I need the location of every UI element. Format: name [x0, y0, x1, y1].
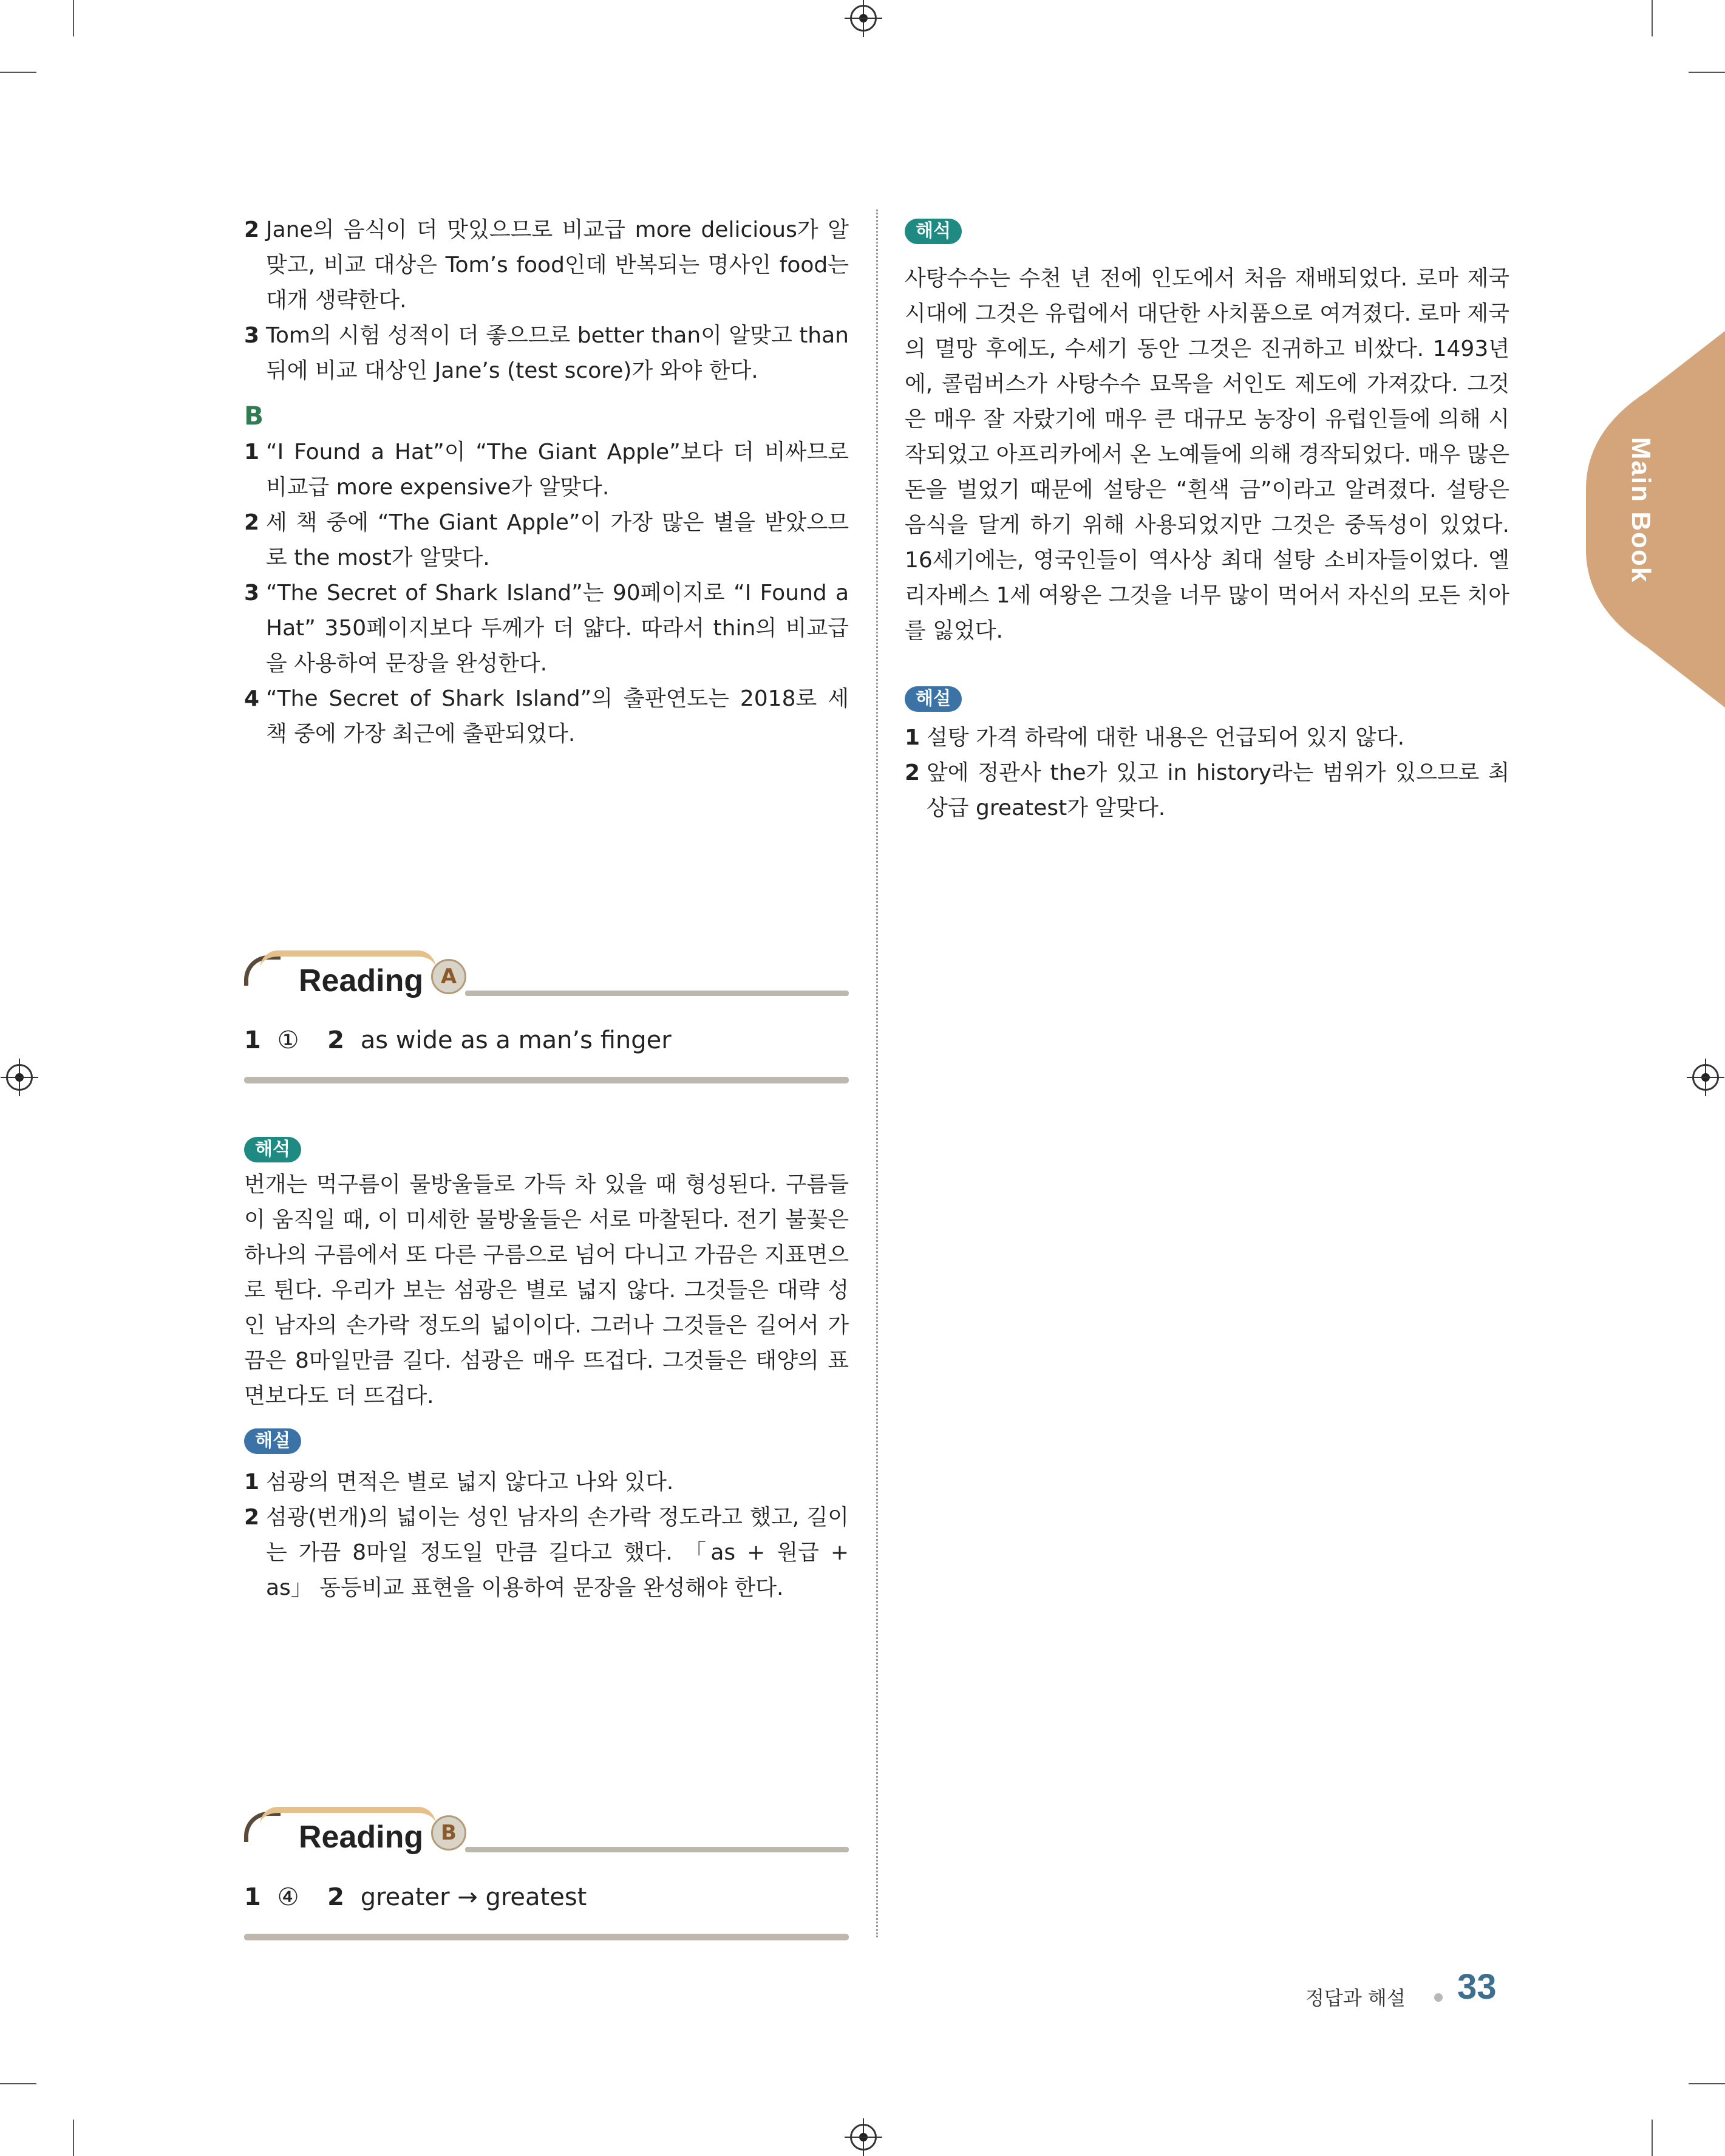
- item-number: 2: [244, 217, 260, 242]
- item-text: 섬광(번개)의 넓이는 성인 남자의 손가락 정도라고 했고, 길이는 가끔 8마일 정도일 만큼 길다고 했다. 「as + 원급 + as」 동등비교 표현을 이용하여 문장을 완성해야 한다.: [266, 1505, 849, 1600]
- item-text: “I Found a Hat”이 “The Giant Apple”보다 더 비싸므로 비교급 more expensive가 알맞다.: [266, 440, 849, 500]
- answer-item: [244, 681, 849, 752]
- section-label-b: B: [244, 401, 264, 431]
- item-number: 3: [244, 323, 260, 348]
- answer-number: 2: [327, 1883, 344, 1911]
- answer-value: ④: [277, 1883, 299, 1911]
- registration-mark-icon: [6, 1064, 33, 1091]
- header-rule: [465, 991, 849, 996]
- right-column: [905, 219, 1509, 826]
- answer-item: [244, 576, 849, 681]
- crop-mark: [1689, 2083, 1725, 2084]
- translation-text: 사탕수수는 수천 년 전에 인도에서 처음 재배되었다. 로마 제국 시대에 그것은 유럽에서 대단한 사치품으로 여겨졌다. 로마 제국의 멸망 후에도, 수세기 동안 그것은 진귀하고 비쌌다. 1493년에, 콜럼버스가 사탕수수 묘목을 서인도 제도에 가져갔다. 그것은 매우 잘 자랐기에 매우 큰 대규모 농장이 유럽인들에 의해 시작되었고 아프리카에서 온 노예들에 의해 경작되었다. 매우 많은 돈을 벌었기 때문에 설탕은 “흰색 금”이라고 알려졌다. 설탕은 음식을 달게 하기 위해 사용되었지만 그것은 중독성이 있었다. 16세기에는, 영국인들이 역사상 최대 설탕 소비자들이었다. 엘리자베스 1세 여왕은 그것을 너무 많이 먹어서 자신의 모든 치아를 잃었다.: [905, 266, 1509, 643]
- explanation-badge: 해설: [905, 686, 962, 712]
- reading-letter-badge: B: [431, 1815, 466, 1851]
- item-text: Jane의 음식이 더 맛있으므로 비교급 more delicious가 알맞고, 비교 대상은 Tom’s food인데 반복되는 명사인 food는 대개 생략한다.: [266, 217, 849, 313]
- item-number: 4: [244, 686, 260, 711]
- registration-mark-icon: [850, 5, 877, 32]
- crop-mark: [1652, 0, 1653, 36]
- reading-b-answers: [244, 1879, 587, 1915]
- reading-a-header: [244, 950, 849, 1005]
- main-book-tab: [1580, 331, 1725, 708]
- item-number: 2: [244, 510, 260, 535]
- footer-dot: [1434, 1993, 1443, 2002]
- answer-number: 1: [244, 1883, 261, 1911]
- reading-title: Reading: [299, 1820, 424, 1855]
- item-text: 세 책 중에 “The Giant Apple”이 가장 많은 별을 받았으므로 the most가 알맞다.: [266, 510, 849, 570]
- crop-mark: [1689, 72, 1725, 73]
- reading-letter-badge: A: [431, 959, 466, 994]
- reading-title: Reading: [299, 963, 424, 998]
- item-text: “The Secret of Shark Island”의 출판연도는 2018로 세 책 중에 가장 최근에 출판되었다.: [266, 686, 849, 746]
- crop-mark: [1652, 2120, 1653, 2156]
- item-number: 3: [244, 581, 260, 606]
- reading-a-answers: [244, 1022, 672, 1059]
- answer-separator: [244, 1077, 849, 1083]
- tab-label-wrap: [1622, 380, 1659, 635]
- crop-mark: [0, 72, 36, 73]
- left-column: [244, 213, 849, 752]
- item-number: 2: [244, 1505, 260, 1530]
- answer-value: as wide as a man’s finger: [360, 1026, 672, 1054]
- item-text: Tom의 시험 성적이 더 좋으므로 better than이 알맞고 than 뒤에 비교 대상인 Jane’s (test score)가 와야 한다.: [266, 323, 849, 383]
- registration-mark-icon: [850, 2124, 877, 2151]
- translation-text: 번개는 먹구름이 물방울들로 가득 차 있을 때 형성된다. 구름들이 움직일 때, 이 미세한 물방울들은 서로 마찰된다. 전기 불꽃은 하나의 구름에서 또 다른 구름으로 넘어 다니고 가끔은 지표면으로 튄다. 우리가 보는 섬광은 별로 넓지 않다. 그것들은 대략 성인 남자의 손가락 정도의 넓이이다. 그러나 그것들은 길어서 가끔은 8마일만큼 길다. 섬광은 매우 뜨겁다. 그것들은 태양의 표면보다도 더 뜨겁다.: [244, 1172, 849, 1408]
- explanation-badge: 해설: [244, 1428, 301, 1454]
- registration-mark-icon: [1692, 1064, 1719, 1091]
- answer-item: [244, 318, 849, 389]
- item-text: 섬광의 면적은 별로 넓지 않다고 나와 있다.: [266, 1470, 674, 1495]
- explanation-item: [244, 1500, 849, 1606]
- answer-item: [244, 435, 849, 505]
- answer-value: greater → greatest: [360, 1883, 587, 1911]
- reading-b-header: [244, 1807, 849, 1861]
- item-number: 1: [244, 1470, 260, 1495]
- item-number: 1: [905, 725, 920, 750]
- answer-number: 2: [327, 1026, 344, 1054]
- explanation-item: [244, 1465, 849, 1500]
- page-number: 33: [1457, 1967, 1497, 2007]
- crop-mark: [73, 2120, 74, 2156]
- item-text: 설탕 가격 하락에 대한 내용은 언급되어 있지 않다.: [927, 725, 1405, 750]
- item-text: 앞에 정관사 the가 있고 in history라는 범위가 있으므로 최상급 greatest가 알맞다.: [927, 760, 1509, 820]
- answer-item: [244, 505, 849, 576]
- answer-item: [244, 213, 849, 318]
- item-number: 1: [244, 440, 260, 465]
- answer-value: ①: [277, 1026, 299, 1054]
- explanation-item: [905, 756, 1509, 826]
- reading-a-explanation: [244, 1428, 849, 1606]
- crop-mark: [73, 0, 74, 36]
- crop-mark: [0, 2083, 36, 2084]
- column-divider: [876, 210, 878, 1937]
- item-text: “The Secret of Shark Island”는 90페이지로 “I Found a Hat” 350페이지보다 두께가 더 얇다. 따라서 thin의 비교급을 사용하여 문장을 완성한다.: [266, 581, 849, 676]
- answer-number: 1: [244, 1026, 261, 1054]
- translation-badge: 해석: [244, 1137, 301, 1162]
- footer-label: 정답과 해설: [1305, 1987, 1406, 2010]
- reading-a-translation: [244, 1137, 849, 1414]
- item-number: 2: [905, 760, 920, 785]
- translation-badge: 해석: [905, 219, 962, 244]
- tab-label: Main Book: [1626, 437, 1656, 584]
- header-rule: [465, 1847, 849, 1852]
- explanation-item: [905, 720, 1509, 756]
- answer-separator: [244, 1934, 849, 1940]
